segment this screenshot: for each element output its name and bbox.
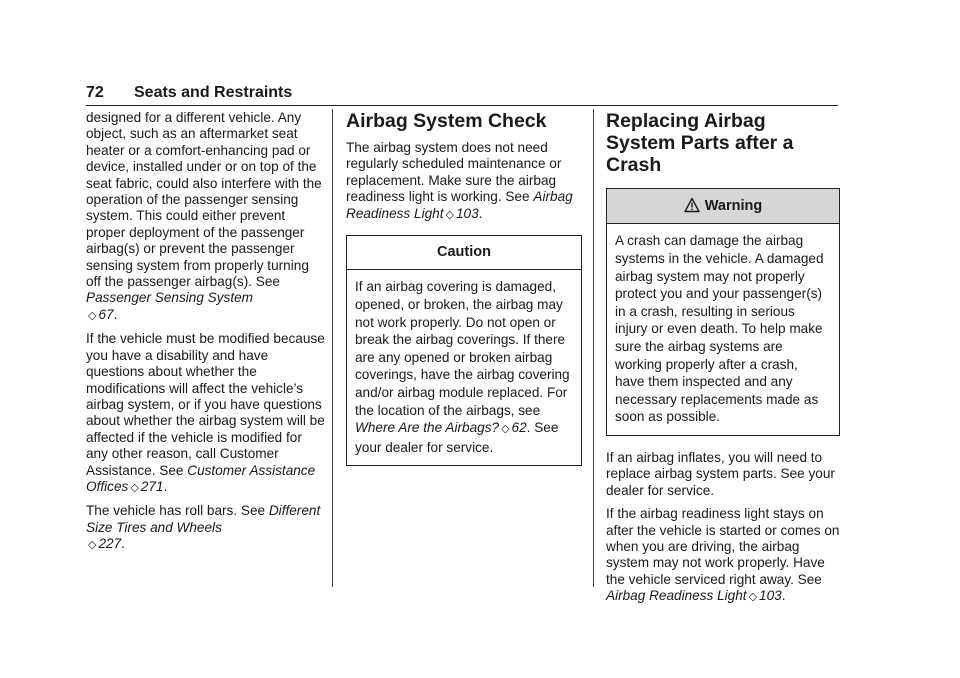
cross-reference-link[interactable]: Where Are the Airbags? — [355, 420, 500, 436]
cross-reference-link[interactable]: Airbag Readiness Light — [346, 189, 573, 221]
warning-triangle-icon — [684, 197, 700, 213]
caution-title: Caution — [347, 236, 581, 270]
paragraph: If an airbag inflates, you will need to replace airbag system parts. See your dealer for service. — [606, 449, 835, 498]
warning-box — [606, 188, 840, 436]
page-reference-arrow-icon: ◇ — [88, 309, 97, 322]
page-reference-arrow-icon: ◇ — [130, 481, 139, 494]
column-right — [606, 110, 840, 613]
caution-box — [346, 235, 582, 466]
caution-body: If an airbag covering is damaged, opened, or broken, the airbag may not work properly. Do not open or break the airbag coverings. If there are any opened or broken airbag coverings, have the airbag covering and/or airbag module replaced. For the location of the airbags, see Where Are the Airbags? ◇ 62. See your dealer for service. — [355, 279, 570, 455]
section-heading: Replacing Airbag System Parts after a Crash — [606, 110, 794, 176]
warning-body: A crash can damage the airbag systems in the vehicle. A damaged airbag system may not properly protect you and your passenger(s) in a crash, resulting in serious injury or even death. To help make sure the airbag systems are working properly after a crash, have them inspected and any necessary replacements made as soon as possible. — [615, 233, 824, 425]
page-reference[interactable]: 62 — [511, 420, 527, 436]
warning-title: Warning — [704, 198, 763, 214]
cross-reference-link[interactable]: Airbag Readiness Light — [606, 588, 747, 604]
cross-reference-link[interactable]: Different Size Tires and Wheels — [86, 503, 321, 535]
paragraph: If the airbag readiness light stays on after the vehicle is started or comes on when you are driving, the airbag system may not work properly. Have the vehicle serviced right away. See Airbag Readiness Light ◇ 103. — [606, 506, 840, 604]
page-reference[interactable]: 227 — [98, 536, 122, 552]
page-number: 72 — [86, 84, 104, 101]
cross-reference-link[interactable]: Customer Assistance Offices — [86, 462, 316, 494]
paragraph: The vehicle has roll bars. See Different Size Tires and Wheels ◇ 227. — [86, 503, 321, 552]
paragraph: If the vehicle must be modified because you have a disability and have questions about whether the modifications will affect the vehicle’s airbag system, or if you have questions about whether the airbag system will be affected if the vehicle is modified for any other reason, call Customer Assistance. See Customer Assistance Offices ◇ 271. — [86, 331, 325, 494]
paragraph: designed for a different vehicle. Any object, such as an aftermarket seat heater or a comfort-enhancing pad or device, installed under or on top of the seat fabric, could also interfere with the operation of the passenger sensing system. This could either prevent proper deployment of the passenger airbag(s) or prevent the passenger sensing system from properly turning off the passenger airbag(s). See Passenger Sensing System ◇ 67. — [86, 110, 322, 322]
page-reference[interactable]: 67 — [98, 306, 114, 322]
column-left — [86, 110, 326, 561]
column-middle — [346, 110, 582, 480]
cross-reference-link[interactable]: Passenger Sensing System — [86, 290, 253, 306]
warning-header — [607, 189, 839, 224]
section-title: Seats and Restraints — [134, 84, 293, 101]
page-reference-arrow-icon: ◇ — [501, 423, 510, 436]
section-heading: Airbag System Check — [346, 110, 547, 132]
page-reference-arrow-icon: ◇ — [445, 208, 454, 221]
column-divider — [332, 109, 333, 587]
page-reference[interactable]: 103 — [759, 588, 782, 604]
column-divider — [593, 109, 594, 587]
page-reference-arrow-icon: ◇ — [748, 591, 758, 604]
page-reference[interactable]: 103 — [455, 205, 479, 221]
page-reference[interactable]: 271 — [140, 478, 164, 494]
page-header — [86, 81, 838, 106]
paragraph: The airbag system does not need regularly scheduled maintenance or replacement. Make sure the airbag readiness light is working. See Airbag Readiness Light ◇ 103. — [346, 140, 573, 221]
page-reference-arrow-icon: ◇ — [88, 539, 97, 552]
